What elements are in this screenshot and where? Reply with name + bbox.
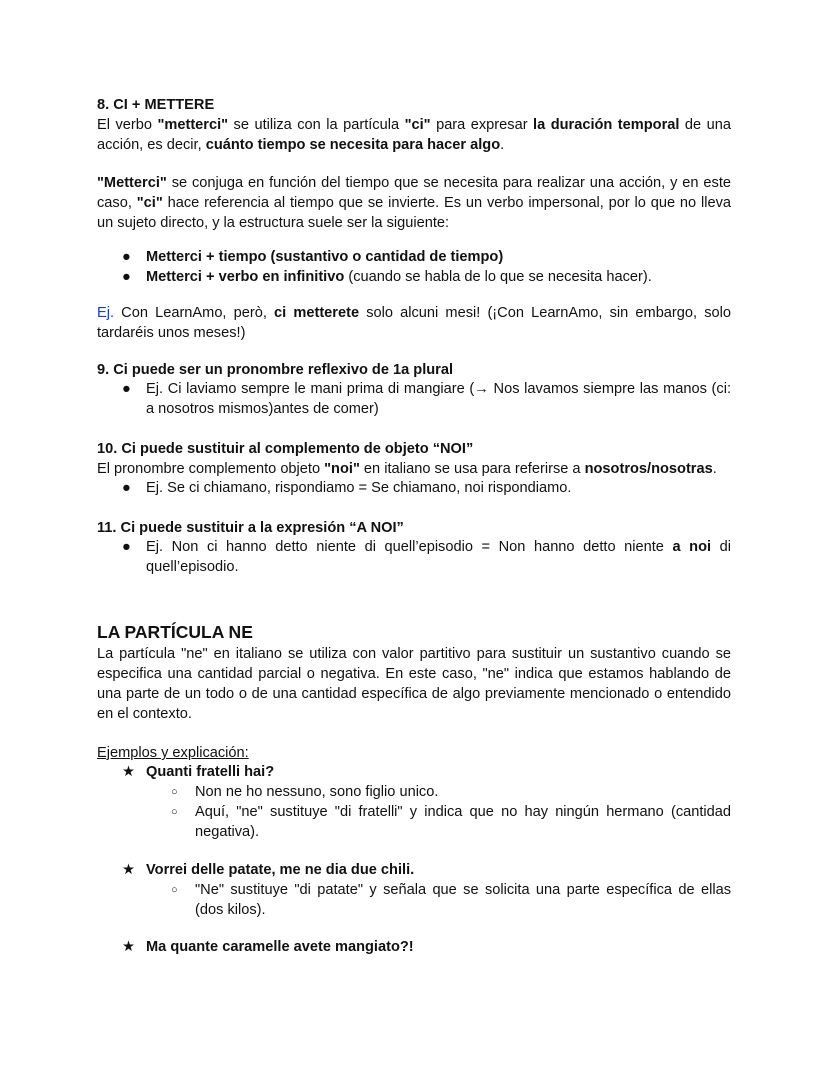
bullet-icon: ● [122, 480, 131, 496]
star-icon: ★ [122, 862, 136, 878]
examples-block [97, 938, 731, 958]
section-heading: 10. Ci puede sustituir al complemento de objeto “NOI” [97, 441, 474, 457]
bullet-icon: ● [122, 268, 131, 285]
list-item-text [146, 269, 652, 285]
example-paragraph [97, 303, 731, 343]
list-item-text [146, 249, 503, 265]
text-run: di quell’episodio. [146, 539, 731, 575]
paragraph [97, 459, 731, 479]
bullet-list [97, 248, 731, 287]
star-icon: ★ [122, 764, 136, 780]
section-11 [97, 518, 731, 577]
text-run: Ej. Non ci hanno detto niente di quell’episodio = Non hanno detto niente [146, 539, 673, 555]
text-run: Ej. Ci laviamo sempre le mani prima di mangiare (→ Nos lavamos siempre las manos (ci: a nosotros mismos)antes de comer) [146, 381, 731, 417]
text-run: El verbo [97, 117, 158, 133]
bold-text: la duración temporal [533, 117, 680, 133]
sub-item [97, 782, 731, 802]
bullet-icon: ● [122, 539, 131, 555]
text-run: de una acción, es decir, [97, 117, 732, 153]
star-item [97, 861, 731, 880]
example-question: Vorrei delle patate, me ne dia due chili. [146, 862, 415, 878]
text-run: Ej. [97, 305, 115, 321]
bold-text: "metterci" [157, 117, 229, 133]
examples-label: Ejemplos y explicación: [97, 745, 249, 761]
paragraph [97, 644, 731, 724]
bold-text: "noi" [324, 461, 360, 477]
list-item [97, 248, 731, 268]
bold-text: a noi [672, 539, 712, 555]
bold-text: Metterci + verbo en infinitivo [146, 268, 345, 285]
text-run: se conjuga en función del tiempo que se necesita para realizar una acción, y en este caso, [97, 175, 731, 211]
circle-bullet-icon: ○ [171, 786, 178, 798]
list-item-text [146, 381, 731, 417]
bold-text: ci metterete [274, 305, 360, 321]
sub-item-text: "Ne" sustituye "di patate" y señala que se solicita una parte específica de ellas (dos kilos). [195, 882, 731, 918]
text-run: hace referencia al tiempo que se invierte. Es un verbo impersonal, por lo que no lleva un sujeto directo, y la estructura suele ser la siguiente: [97, 195, 731, 231]
text-run: en italiano se usa para referirse a [359, 461, 585, 477]
sub-item-text: Non ne ho nessuno, sono figlio unico. [195, 784, 439, 800]
text-run: La partícula "ne" en italiano se utiliza con valor partitivo para sustituir un sustantivo cuando se especifica una cantidad parcial o negativa. En este caso, "ne" indica que estamos hablando de una parte de un todo o de una cantidad específica de algo previamente mencionado o entendido en el contexto. [97, 646, 731, 722]
text-run: El pronombre complemento objeto [97, 461, 325, 477]
examples-block [97, 743, 731, 842]
text-run: para expresar [430, 117, 534, 133]
section-heading: 9. Ci puede ser un pronombre reflexivo de 1a plural [97, 362, 454, 378]
list-item [97, 538, 731, 577]
text-run: (cuando se habla de lo que se necesita hacer). [344, 268, 652, 285]
section-8 [97, 95, 731, 155]
list-item [97, 380, 731, 419]
section-title: LA PARTÍCULA NE [97, 622, 253, 642]
star-item [97, 938, 731, 958]
list-item-text [146, 480, 571, 496]
sub-item-text: Aquí, "ne" sustituye "di fratelli" y indica que no hay ningún hermano (cantidad negativa). [195, 804, 731, 840]
text-run: . [712, 461, 717, 477]
section-10 [97, 439, 731, 499]
text-run: Con LearnAmo, però, [114, 305, 275, 321]
circle-bullet-icon: ○ [171, 806, 178, 818]
bold-text: "Metterci" [97, 175, 167, 191]
example-question: Ma quante caramelle avete mangiato?! [146, 939, 414, 955]
example-question: Quanti fratelli hai? [146, 764, 275, 780]
text-run: se utiliza con la partícula [228, 117, 405, 133]
list-item [97, 268, 731, 288]
section-9 [97, 360, 731, 419]
bold-text: cuánto tiempo se necesita para hacer algo [205, 137, 501, 153]
bold-text: nosotros/nosotras [584, 461, 713, 477]
list-item [97, 479, 731, 499]
bullet-icon: ● [122, 249, 131, 265]
examples-block [97, 861, 731, 920]
text-run: . [500, 137, 505, 153]
sub-item [97, 880, 731, 920]
circle-bullet-icon: ○ [171, 884, 178, 896]
sub-item [97, 802, 731, 842]
section-heading: 11. Ci puede sustituir a la expresión “A NOI” [97, 520, 404, 536]
text-run: Ej. Se ci chiamano, rispondiamo = Se chiamano, noi rispondiamo. [146, 480, 572, 496]
section-heading: 8. CI + METTERE [97, 97, 215, 113]
paragraph [97, 115, 731, 155]
bold-text: "ci" [136, 195, 163, 211]
text-run: solo alcuni mesi! (¡Con LearnAmo, sin embargo, solo tardaréis unos meses!) [97, 305, 731, 341]
bold-text: Metterci + tiempo (sustantivo o cantidad de tiempo) [146, 249, 504, 265]
bold-text: "ci" [404, 117, 431, 133]
star-icon: ★ [122, 939, 136, 955]
star-item [97, 763, 731, 782]
section-ne [97, 620, 731, 724]
paragraph [97, 173, 731, 233]
list-item-text [146, 539, 731, 575]
bullet-icon: ● [122, 381, 131, 397]
